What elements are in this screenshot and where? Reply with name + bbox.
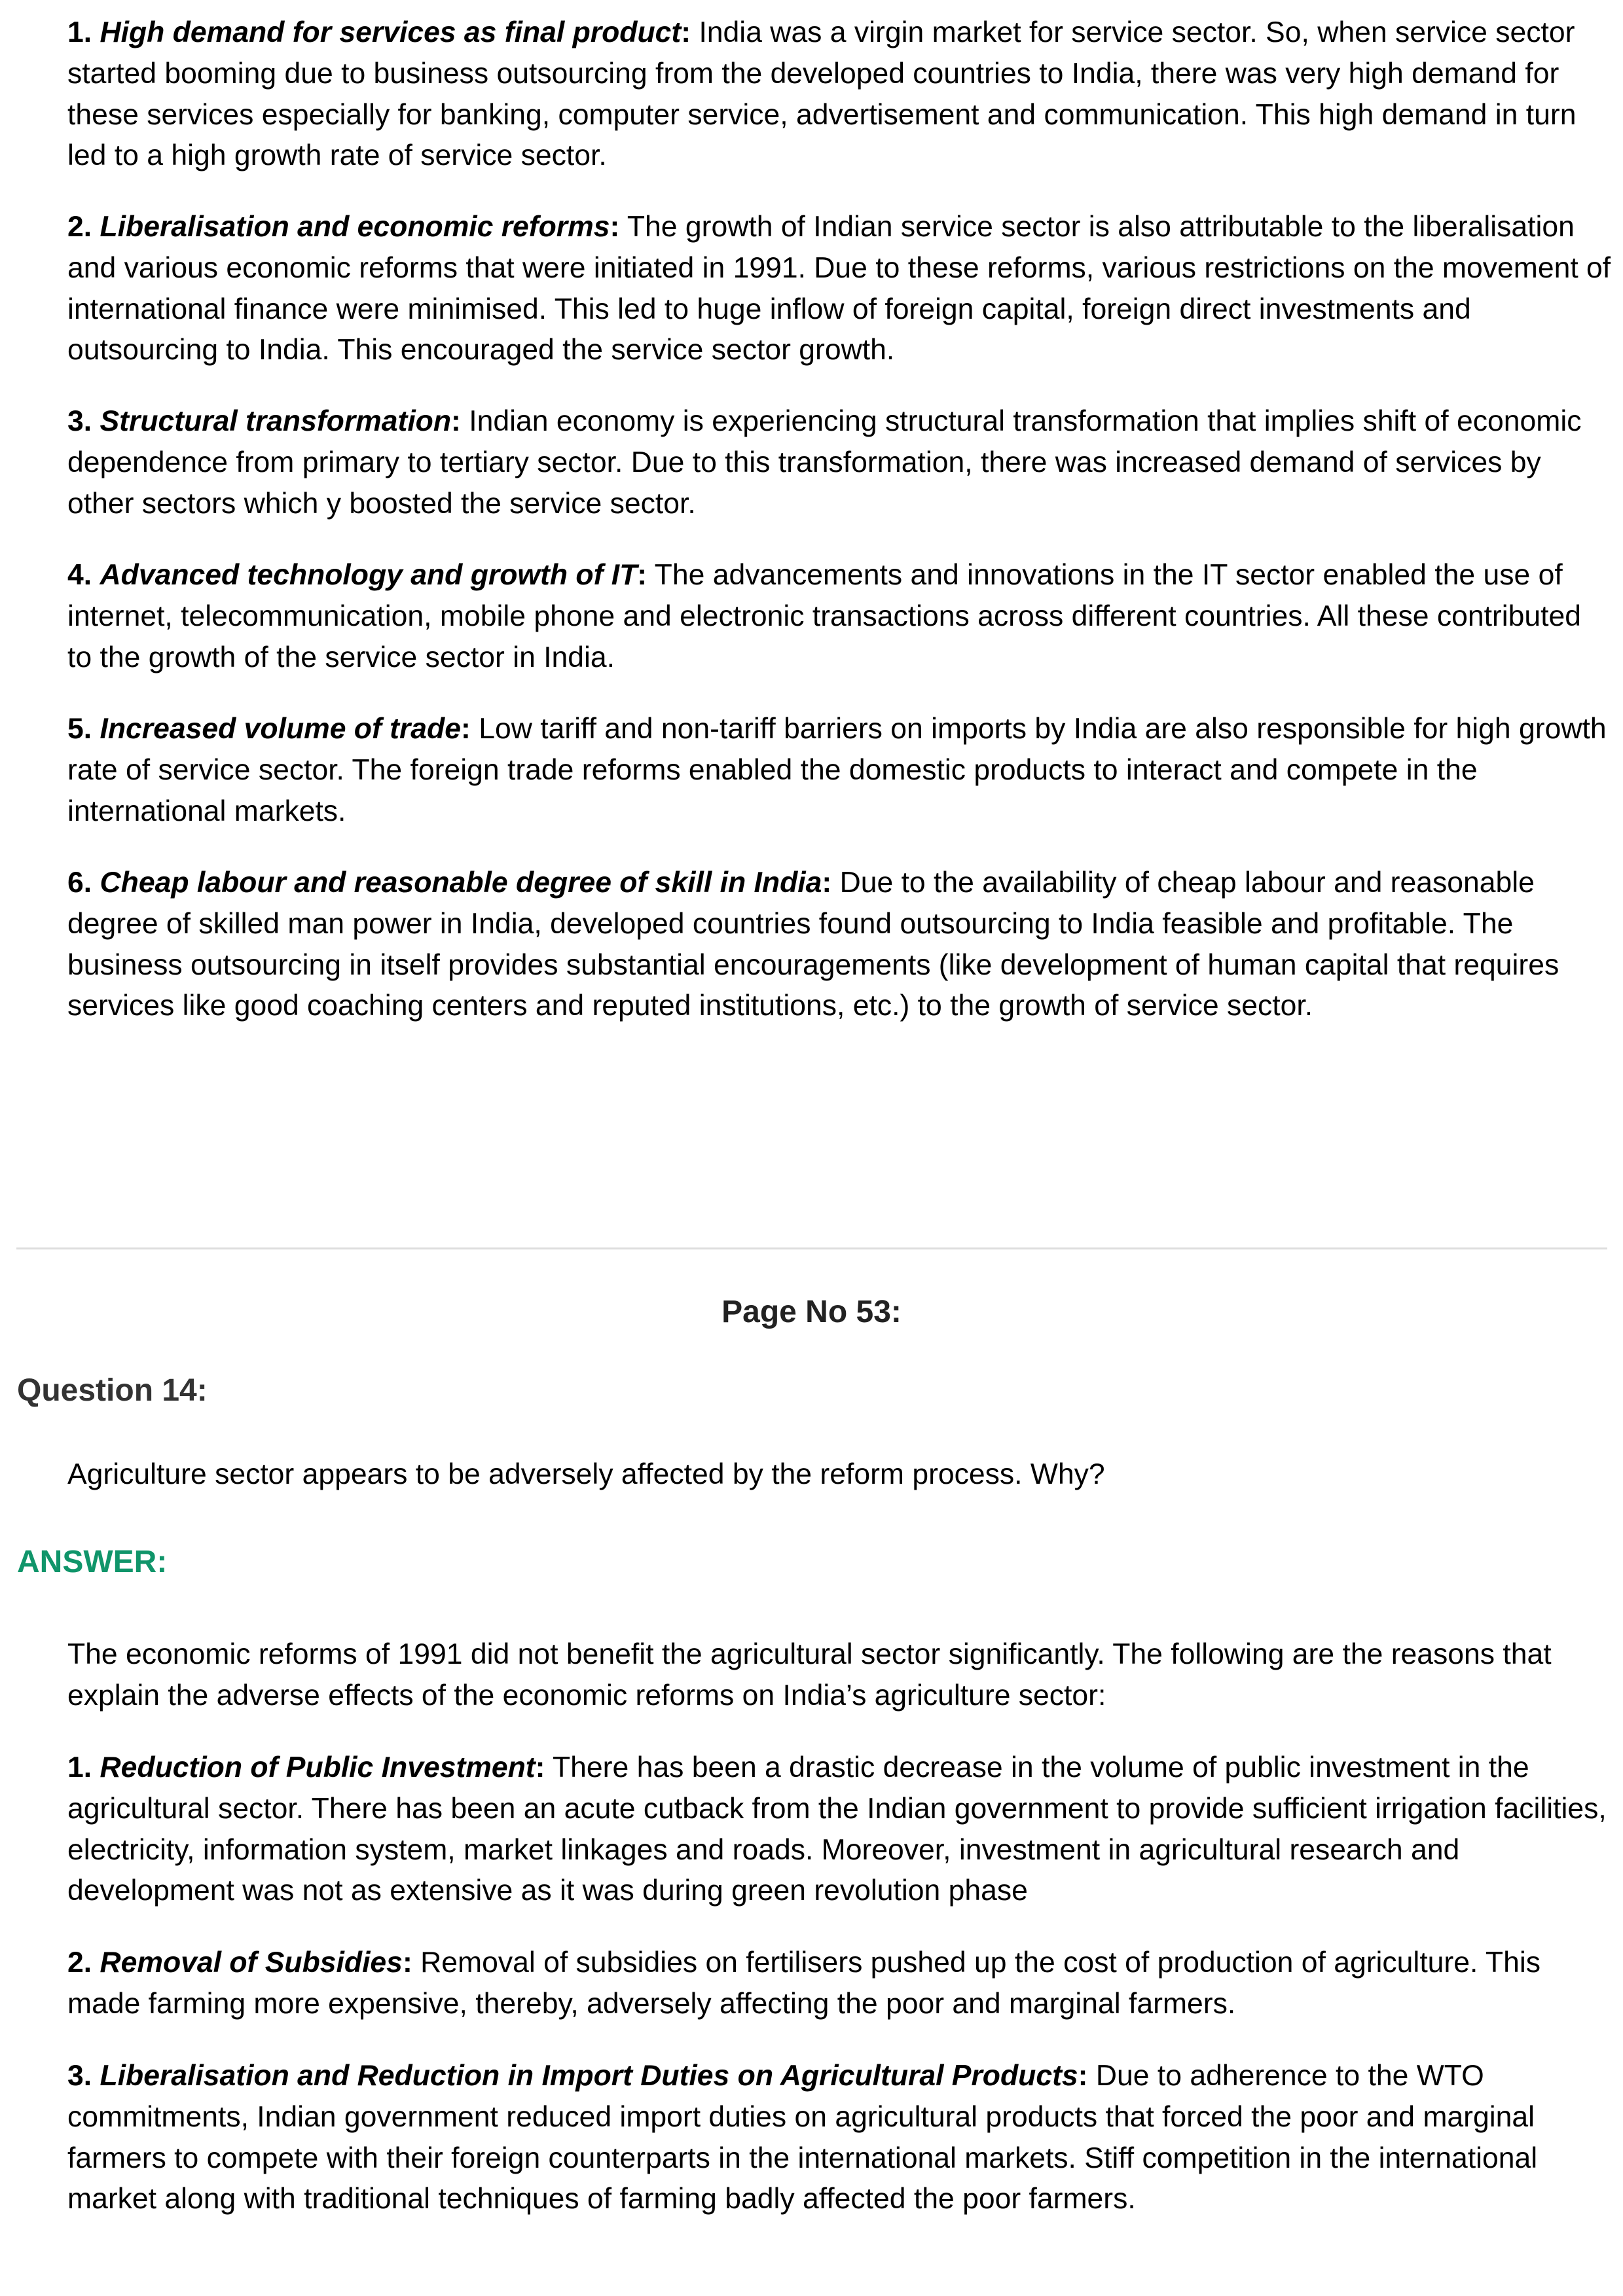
point-body: The advancements and innovations in the IT sector enabled the use of internet, telecommunication, mobile phone and electronic transactions across different countries. All these contributed to the growth of the service sector in India. [67,559,1582,673]
point-body: India was a virgin market for service sector. So, when service sector started booming due to business outsourcing from the developed countries to India, there was very high demand for these services especially for banking, computer service, advertisement and communication. This high demand in turn led to a high growth rate of service sector. [67,16,1577,172]
answer-point-1 [67,1748,1613,1912]
point-title: Increased volume of trade [100,713,461,745]
prev-point-2 [67,207,1613,371]
point-number: 4. [67,559,92,591]
point-body: Due to the availability of cheap labour and reasonable degree of skilled man power in India, developed countries found outsourcing to India feasible and profitable. The business outsourcing in itself provides substantial encouragements (like development of human capital that requires services like good coaching centers and reputed institutions, etc.) to the growth of service sector. [67,867,1559,1022]
prev-point-5 [67,709,1613,832]
point-colon: : [681,16,691,48]
point-body: Removal of subsidies on fertilisers pushed up the cost of production of agriculture. This made farming more expensive, thereby, adversely affecting the poor and marginal farmers. [67,1946,1541,2020]
point-colon: : [402,1946,412,1979]
point-number: 6. [67,867,92,899]
point-title: Cheap labour and reasonable degree of skill in India [100,867,822,899]
prev-point-4 [67,555,1613,678]
point-title: Reduction of Public Investment [100,1751,536,1784]
point-body: There has been a drastic decrease in the volume of public investment in the agricultural sector. There has been an acute cutback from the Indian government to provide sufficient irrigation facilities, electricity, information system, market linkages and roads. Moreover, investment in agricultural research and development was not as extensive as it was during green revolution phase [67,1751,1607,1907]
answer-point-2 [67,1943,1613,2025]
point-colon: : [451,405,461,437]
point-body: The growth of Indian service sector is also attributable to the liberalisation and various economic reforms that were initiated in 1991. Due to these reforms, various restrictions on the movement of international finance were minimised. This led to huge inflow of foreign capital, foreign direct investments and outsourcing to India. This encouraged the service sector growth. [67,211,1611,367]
section-divider [16,1247,1607,1249]
question-heading: Question 14: [17,1373,208,1408]
point-number: 3. [67,405,92,437]
point-number: 5. [67,713,92,745]
point-title: Advanced technology and growth of IT [100,559,638,591]
point-colon: : [610,211,620,243]
point-title: High demand for services as final product [100,16,682,48]
point-colon: : [637,559,647,591]
point-body: Low tariff and non-tariff barriers on imports by India are also responsible for high growth rate of service sector. The foreign trade reforms enabled the domestic products to interact and compete in the international markets. [67,713,1607,827]
point-title: Liberalisation and Reduction in Import Duties on Agricultural Products [100,2060,1078,2092]
point-number: 3. [67,2060,92,2092]
point-number: 2. [67,211,92,243]
point-body: Indian economy is experiencing structural transformation that implies shift of economic dependence from primary to tertiary sector. Due to this transformation, there was increased demand of services by other sectors which y boosted the service sector. [67,405,1582,520]
prev-point-6 [67,863,1613,1027]
answer-point-3 [67,2056,1613,2220]
point-colon: : [461,713,471,745]
point-title: Removal of Subsidies [100,1946,403,1979]
prev-point-1 [67,12,1613,177]
page-number: Page No 53: [721,1295,902,1329]
point-title: Structural transformation [100,405,452,437]
point-number: 1. [67,1751,92,1784]
question-text: Agriculture sector appears to be adversely affected by the reform process. Why? [67,1458,1105,1490]
point-colon: : [535,1751,545,1784]
answer-label: ANSWER: [17,1545,168,1579]
answer-intro: The economic reforms of 1991 did not benefit the agricultural sector significantly. The following are the reasons that explain the adverse effects of the economic reforms on India’s agriculture sector: [67,1638,1552,1712]
prev-point-3 [67,401,1613,524]
point-number: 2. [67,1946,92,1979]
point-colon: : [822,867,832,899]
point-title: Liberalisation and economic reforms [100,211,610,243]
point-colon: : [1078,2060,1088,2092]
point-number: 1. [67,16,92,48]
point-body: Due to adherence to the WTO commitments, Indian government reduced import duties on agricultural products that forced the poor and marginal farmers to compete with their foreign counterparts in the international markets. Stiff competition in the international market along with traditional techniques of farming badly affected the poor farmers. [67,2060,1538,2215]
